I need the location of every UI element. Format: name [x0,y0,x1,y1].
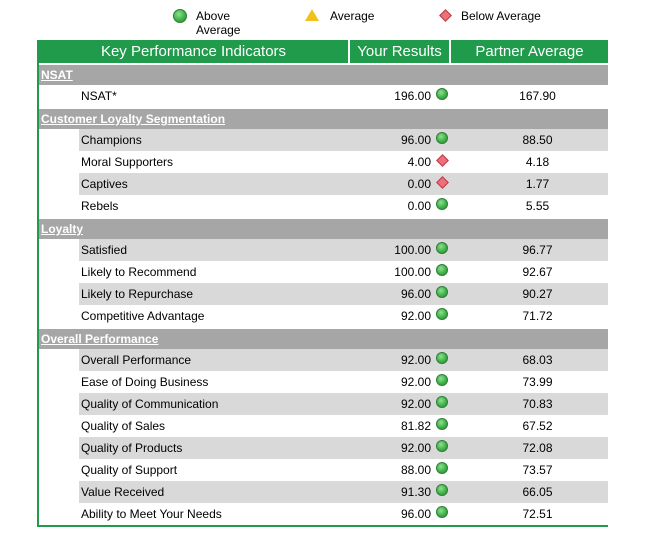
kpi-name: NSAT* [81,89,117,103]
table-row [39,371,608,393]
partner-average-value: 70.83 [451,393,608,415]
legend-below [441,9,541,23]
row-indent [39,371,79,393]
row-indent [39,195,79,217]
kpi-name: Likely to Recommend [81,265,197,279]
status-indicator [433,481,451,503]
row-indent [39,415,79,437]
table-row [39,459,608,481]
partner-average-value: 67.52 [522,419,553,433]
table-row [39,261,608,283]
green-circle-icon [436,264,448,276]
table-row [39,415,608,437]
partner-average-value: 4.18 [525,155,550,169]
green-circle-icon [436,396,448,408]
status-indicator [433,195,451,217]
row-indent [39,349,79,371]
kpi-name: Ease of Doing Business [81,375,209,389]
legend-average-label: Average [330,9,375,23]
kpi-name: Quality of Products [79,437,350,459]
partner-average-value: 72.08 [451,437,608,459]
row-indent [39,305,79,327]
row-indent [39,283,79,305]
your-result-value: 4.00 [407,155,431,169]
kpi-name: Likely to Repurchase [79,283,350,305]
status-indicator [433,283,451,305]
table-row [39,173,608,195]
status-indicator [433,85,451,107]
legend [0,0,650,40]
row-indent [39,261,79,283]
partner-average-value: 66.05 [451,481,608,503]
row-indent [39,85,79,107]
status-indicator [433,349,451,371]
row-indent [39,393,79,415]
your-result-value: 96.00 [400,507,431,521]
status-indicator [433,261,451,283]
red-diamond-icon [439,9,452,22]
kpi-table [37,40,608,527]
status-indicator [433,305,451,327]
status-indicator [433,371,451,393]
kpi-name: Satisfied [79,239,350,261]
table-row [39,393,608,415]
header-kpi: Key Performance Indicators [39,40,350,63]
kpi-name: Moral Supporters [81,155,174,169]
kpi-name: Quality of Support [81,463,178,477]
row-indent [39,151,79,173]
green-circle-icon [436,484,448,496]
row-indent [39,481,79,503]
status-indicator [433,239,451,261]
section-header: Customer Loyalty Segmentation [39,107,608,129]
your-result-value: 92.00 [400,309,431,323]
row-indent [39,129,79,151]
your-result-value: 100.00 [394,265,431,279]
table-row [39,283,608,305]
kpi-name: Quality of Communication [79,393,350,415]
table-row [39,129,608,151]
kpi-name: Champions [79,129,350,151]
partner-average-value: 92.67 [522,265,553,279]
partner-average-value: 90.27 [451,283,608,305]
red-diamond-icon [436,176,449,189]
your-result-value: 0.00 [407,199,431,213]
status-indicator [433,415,451,437]
green-circle-icon [436,132,448,144]
table-row [39,151,608,173]
partner-average-value: 73.57 [522,463,553,477]
your-result-value: 0.00 [350,173,433,195]
your-result-value: 88.00 [400,463,431,477]
row-indent [39,173,79,195]
status-indicator [433,437,451,459]
green-circle-icon [436,286,448,298]
status-indicator [433,151,451,173]
table-row [39,481,608,503]
status-indicator [433,459,451,481]
table-row [39,239,608,261]
kpi-name: Rebels [81,199,119,213]
legend-above [173,9,258,37]
green-circle-icon [436,242,448,254]
section-header: Loyalty [39,217,608,239]
table-row [39,85,608,107]
your-result-value: 92.00 [400,375,431,389]
yellow-triangle-icon [305,9,319,21]
partner-average-value: 71.72 [522,309,553,323]
row-indent [39,239,79,261]
green-circle-icon [436,352,448,364]
header-results: Your Results [350,40,451,63]
green-circle-icon [436,88,448,100]
status-indicator [433,503,451,525]
legend-average [305,9,374,23]
your-result-value: 96.00 [350,129,433,151]
kpi-name: Quality of Sales [81,419,166,433]
partner-average-value: 1.77 [451,173,608,195]
partner-average-value: 72.51 [522,507,553,521]
your-result-value: 92.00 [350,349,433,371]
green-circle-icon [436,308,448,320]
green-circle-icon [436,440,448,452]
green-circle-icon [436,462,448,474]
status-indicator [433,393,451,415]
partner-average-value: 73.99 [522,375,553,389]
your-result-value: 92.00 [350,393,433,415]
partner-average-value: 68.03 [451,349,608,371]
your-result-value: 96.00 [350,283,433,305]
red-diamond-icon [436,154,449,167]
legend-below-label: Below Average [461,9,541,23]
table-body [39,63,608,525]
green-circle-icon [173,9,187,23]
your-result-value: 91.30 [350,481,433,503]
your-result-value: 92.00 [350,437,433,459]
green-circle-icon [436,418,448,430]
table-row [39,437,608,459]
kpi-name: Competitive Advantage [81,309,205,323]
table-header [39,40,608,63]
green-circle-icon [436,374,448,386]
header-partner: Partner Average [475,43,584,60]
kpi-name: Overall Performance [79,349,350,371]
table-row [39,305,608,327]
your-result-value: 196.00 [394,89,431,103]
partner-average-value: 88.50 [451,129,608,151]
kpi-name: Captives [79,173,350,195]
partner-average-value: 5.55 [525,199,550,213]
partner-average-value: 167.90 [519,89,556,103]
legend-above-label: Above Average [196,9,241,37]
row-indent [39,459,79,481]
partner-average-value: 96.77 [451,239,608,261]
green-circle-icon [436,198,448,210]
table-row [39,195,608,217]
kpi-name: Value Received [79,481,350,503]
table-row [39,349,608,371]
section-header: Overall Performance [39,327,608,349]
row-indent [39,503,79,525]
status-indicator [433,129,451,151]
your-result-value: 100.00 [350,239,433,261]
row-indent [39,437,79,459]
your-result-value: 81.82 [400,419,431,433]
section-header: NSAT [39,63,608,85]
kpi-name: Ability to Meet Your Needs [81,507,222,521]
status-indicator [433,173,451,195]
green-circle-icon [436,506,448,518]
table-row [39,503,608,525]
